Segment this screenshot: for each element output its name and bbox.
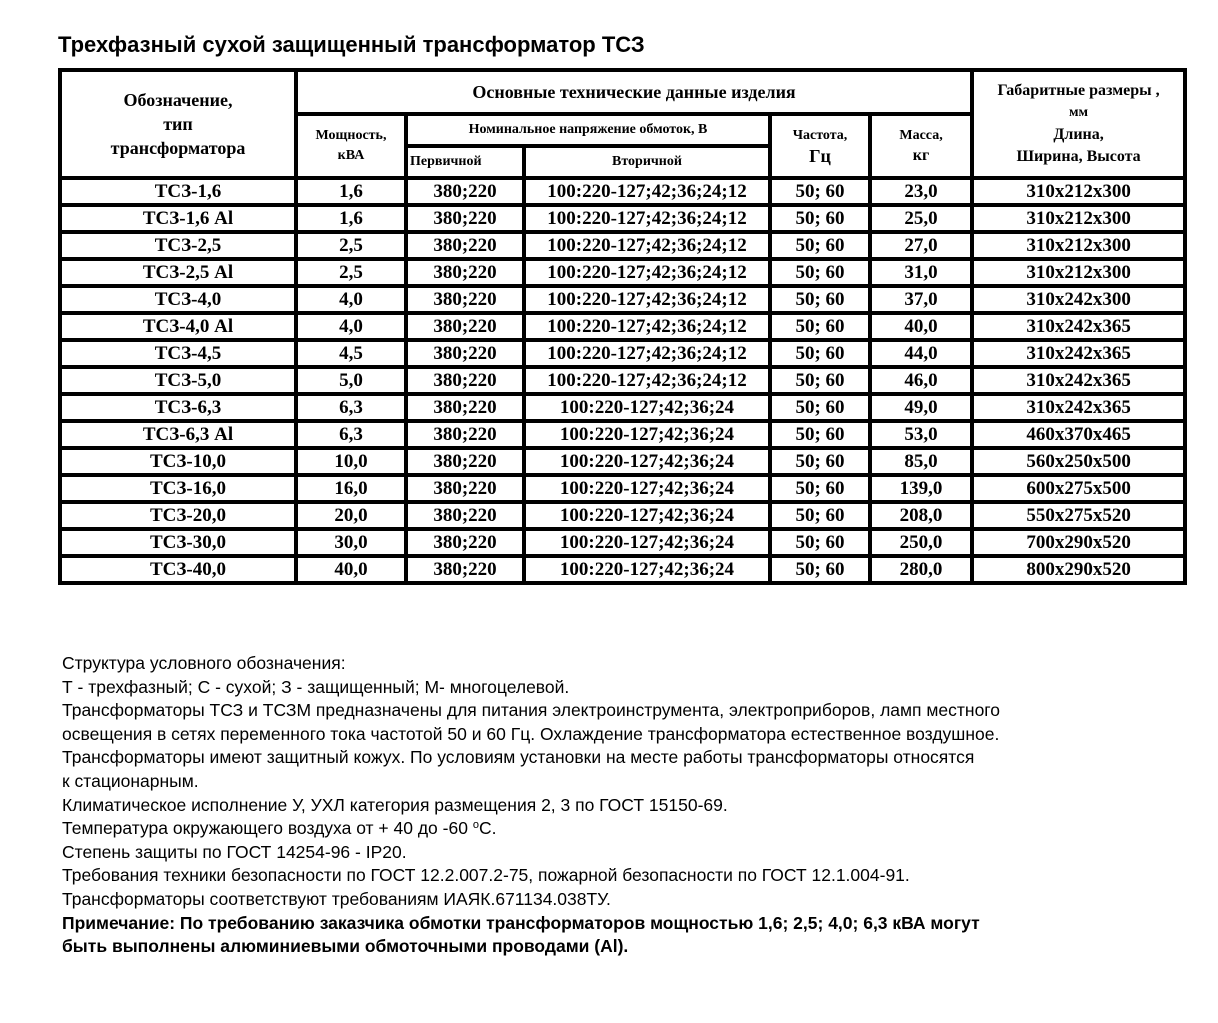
cell-primary-voltage: 380;220 [406, 475, 524, 502]
cell-frequency: 50; 60 [770, 394, 870, 421]
cell-frequency: 50; 60 [770, 313, 870, 340]
cell-power: 1,6 [296, 178, 406, 205]
table-row [60, 421, 1185, 448]
cell-dimensions: 310x212x300 [972, 205, 1185, 232]
cell-frequency: 50; 60 [770, 475, 870, 502]
cell-secondary-voltage: 100:220-127;42;36;24;12 [524, 178, 770, 205]
cell-dimensions: 310x212x300 [972, 259, 1185, 286]
header-power [296, 114, 406, 178]
cell-primary-voltage: 380;220 [406, 556, 524, 583]
note-line: Структура условного обозначения: [62, 653, 346, 673]
header-mass-line: Масса, [899, 128, 943, 143]
table-row [60, 502, 1185, 529]
cell-mass: 23,0 [870, 178, 972, 205]
header-designation-line: тип [163, 114, 193, 134]
cell-dimensions: 600x275x500 [972, 475, 1185, 502]
cell-secondary-voltage: 100:220-127;42;36;24;12 [524, 367, 770, 394]
cell-power: 4,5 [296, 340, 406, 367]
cell-type: ТСЗ-4,5 [60, 340, 296, 367]
page-title: Трехфазный сухой защищенный трансформатор ТСЗ [58, 32, 645, 57]
cell-dimensions: 800x290x520 [972, 556, 1185, 583]
note-line: Трансформаторы имеют защитный кожух. По условиям установки на месте работы трансформаторы относятся [62, 747, 975, 768]
table-row [60, 556, 1185, 583]
cell-primary-voltage: 380;220 [406, 232, 524, 259]
cell-dimensions: 550x275x520 [972, 502, 1185, 529]
cell-frequency: 50; 60 [770, 259, 870, 286]
cell-secondary-voltage: 100:220-127;42;36;24;12 [524, 232, 770, 259]
header-mass-unit: кг [912, 147, 930, 164]
cell-dimensions: 310x212x300 [972, 232, 1185, 259]
table-row [60, 367, 1185, 394]
header-dimensions-line: Габаритные размеры , [997, 82, 1160, 99]
cell-frequency: 50; 60 [770, 448, 870, 475]
cell-power: 20,0 [296, 502, 406, 529]
cell-power: 6,3 [296, 421, 406, 448]
cell-type: ТСЗ-2,5 [60, 232, 296, 259]
temperature-text: Температура окружающего воздуха от + 40 до -60 [62, 818, 473, 839]
cell-type: ТСЗ-10,0 [60, 448, 296, 475]
cell-dimensions: 560x250x500 [972, 448, 1185, 475]
table-row [60, 529, 1185, 556]
cell-primary-voltage: 380;220 [406, 313, 524, 340]
cell-dimensions: 310x242x365 [972, 340, 1185, 367]
cell-primary-voltage: 380;220 [406, 259, 524, 286]
cell-frequency: 50; 60 [770, 367, 870, 394]
cell-primary-voltage: 380;220 [406, 286, 524, 313]
note-line: Трансформаторы соответствуют требованиям ИАЯК.671134.038ТУ. [62, 888, 611, 909]
cell-primary-voltage: 380;220 [406, 178, 524, 205]
cell-power: 4,0 [296, 286, 406, 313]
table-row [60, 475, 1185, 502]
cell-frequency: 50; 60 [770, 232, 870, 259]
cell-frequency: 50; 60 [770, 529, 870, 556]
cell-primary-voltage: 380;220 [406, 340, 524, 367]
cell-power: 6,3 [296, 394, 406, 421]
cell-dimensions: 700x290x520 [972, 529, 1185, 556]
header-frequency [770, 114, 870, 178]
cell-type: ТСЗ-16,0 [60, 475, 296, 502]
cell-secondary-voltage: 100:220-127;42;36;24;12 [524, 259, 770, 286]
note-line: Т - трехфазный; С - сухой; З - защищенный; М- многоцелевой. [62, 676, 570, 697]
notes-temperature [62, 817, 1172, 841]
table-row [60, 313, 1185, 340]
header-power-unit: кВА [337, 148, 365, 163]
cell-primary-voltage: 380;220 [406, 421, 524, 448]
note-bold-line: быть выполнены алюминиевыми обмоточными проводами (Al). [62, 936, 629, 957]
cell-mass: 46,0 [870, 367, 972, 394]
cell-primary-voltage: 380;220 [406, 394, 524, 421]
cell-mass: 208,0 [870, 502, 972, 529]
cell-frequency: 50; 60 [770, 340, 870, 367]
cell-secondary-voltage: 100:220-127;42;36;24;12 [524, 340, 770, 367]
cell-frequency: 50; 60 [770, 178, 870, 205]
header-primary: Первичной [406, 146, 524, 178]
cell-secondary-voltage: 100:220-127;42;36;24;12 [524, 313, 770, 340]
cell-frequency: 50; 60 [770, 556, 870, 583]
temperature-unit: C. [478, 818, 497, 839]
cell-mass: 53,0 [870, 421, 972, 448]
cell-dimensions: 460x370x465 [972, 421, 1185, 448]
header-frequency-line: Частота, [792, 128, 848, 143]
cell-type: ТСЗ-6,3 Al [60, 421, 296, 448]
cell-primary-voltage: 380;220 [406, 205, 524, 232]
cell-secondary-voltage: 100:220-127;42;36;24 [524, 502, 770, 529]
cell-type: ТСЗ-6,3 [60, 394, 296, 421]
cell-dimensions: 310x242x365 [972, 394, 1185, 421]
cell-secondary-voltage: 100:220-127;42;36;24;12 [524, 205, 770, 232]
note-line: к стационарным. [62, 770, 199, 791]
note-bold-line: Примечание: По требованию заказчика обмотки трансформаторов мощностью 1,6; 2,5; 4,0; 6,3 кВА могут [62, 912, 980, 933]
cell-secondary-voltage: 100:220-127;42;36;24 [524, 475, 770, 502]
cell-type: ТСЗ-30,0 [60, 529, 296, 556]
header-main-group: Основные технические данные изделия [296, 70, 972, 114]
cell-type: ТСЗ-4,0 Al [60, 313, 296, 340]
header-frequency-unit: Гц [809, 146, 831, 166]
cell-power: 4,0 [296, 313, 406, 340]
header-dimensions-line: Длина, [1053, 126, 1104, 143]
cell-dimensions: 310x212x300 [972, 178, 1185, 205]
cell-mass: 31,0 [870, 259, 972, 286]
cell-mass: 139,0 [870, 475, 972, 502]
cell-dimensions: 310x242x300 [972, 286, 1185, 313]
cell-frequency: 50; 60 [770, 502, 870, 529]
cell-mass: 250,0 [870, 529, 972, 556]
cell-type: ТСЗ-40,0 [60, 556, 296, 583]
header-mass [870, 114, 972, 178]
table-row [60, 232, 1185, 259]
cell-type: ТСЗ-1,6 [60, 178, 296, 205]
cell-primary-voltage: 380;220 [406, 502, 524, 529]
header-voltage-group: Номинальное напряжение обмоток, В [406, 114, 770, 146]
cell-frequency: 50; 60 [770, 421, 870, 448]
spec-table [58, 68, 1187, 585]
cell-mass: 280,0 [870, 556, 972, 583]
cell-mass: 85,0 [870, 448, 972, 475]
header-secondary: Вторичной [524, 146, 770, 178]
header-dimensions-line: Ширина, Высота [1016, 148, 1141, 165]
cell-mass: 25,0 [870, 205, 972, 232]
degree-sup: o [472, 819, 479, 832]
table-row [60, 205, 1185, 232]
cell-type: ТСЗ-5,0 [60, 367, 296, 394]
cell-primary-voltage: 380;220 [406, 367, 524, 394]
cell-dimensions: 310x242x365 [972, 313, 1185, 340]
cell-mass: 44,0 [870, 340, 972, 367]
notes-section [62, 652, 1172, 959]
cell-power: 30,0 [296, 529, 406, 556]
table-row [60, 178, 1185, 205]
cell-primary-voltage: 380;220 [406, 529, 524, 556]
table-row [60, 340, 1185, 367]
header-designation-line: трансформатора [110, 138, 246, 158]
header-designation-line: Обозначение, [123, 90, 233, 110]
cell-power: 40,0 [296, 556, 406, 583]
header-dimensions [972, 70, 1185, 178]
header-designation [60, 70, 296, 178]
table-row [60, 448, 1185, 475]
cell-power: 10,0 [296, 448, 406, 475]
cell-power: 5,0 [296, 367, 406, 394]
cell-primary-voltage: 380;220 [406, 448, 524, 475]
header-dimensions-unit: мм [1069, 105, 1089, 120]
note-line: Требования техники безопасности по ГОСТ 12.2.007.2-75, пожарной безопасности по ГОСТ 12.1.004-91. [62, 865, 910, 886]
cell-mass: 40,0 [870, 313, 972, 340]
cell-type: ТСЗ-1,6 Al [60, 205, 296, 232]
note-line: освещения в сетях переменного тока частотой 50 и 60 Гц. Охлаждение трансформатора естественное воздушное. [62, 723, 1000, 744]
cell-frequency: 50; 60 [770, 205, 870, 232]
cell-type: ТСЗ-2,5 Al [60, 259, 296, 286]
cell-secondary-voltage: 100:220-127;42;36;24 [524, 448, 770, 475]
cell-mass: 27,0 [870, 232, 972, 259]
note-line: Степень защиты по ГОСТ 14254-96 - IP20. [62, 841, 407, 862]
cell-type: ТСЗ-20,0 [60, 502, 296, 529]
cell-power: 2,5 [296, 259, 406, 286]
cell-power: 2,5 [296, 232, 406, 259]
header-power-line: Мощность, [315, 128, 387, 143]
note-line: Климатическое исполнение У, УХЛ категория размещения 2, 3 по ГОСТ 15150-69. [62, 794, 728, 815]
cell-secondary-voltage: 100:220-127;42;36;24 [524, 556, 770, 583]
cell-dimensions: 310x242x365 [972, 367, 1185, 394]
table-row [60, 259, 1185, 286]
cell-secondary-voltage: 100:220-127;42;36;24 [524, 421, 770, 448]
cell-power: 1,6 [296, 205, 406, 232]
cell-frequency: 50; 60 [770, 286, 870, 313]
cell-mass: 49,0 [870, 394, 972, 421]
table-row [60, 394, 1185, 421]
cell-secondary-voltage: 100:220-127;42;36;24 [524, 394, 770, 421]
cell-secondary-voltage: 100:220-127;42;36;24 [524, 529, 770, 556]
cell-power: 16,0 [296, 475, 406, 502]
cell-type: ТСЗ-4,0 [60, 286, 296, 313]
table-row [60, 286, 1185, 313]
note-line: Трансформаторы ТСЗ и ТСЗМ предназначены для питания электроинструмента, электроприборов, ламп местного [62, 700, 1001, 721]
cell-mass: 37,0 [870, 286, 972, 313]
cell-secondary-voltage: 100:220-127;42;36;24;12 [524, 286, 770, 313]
